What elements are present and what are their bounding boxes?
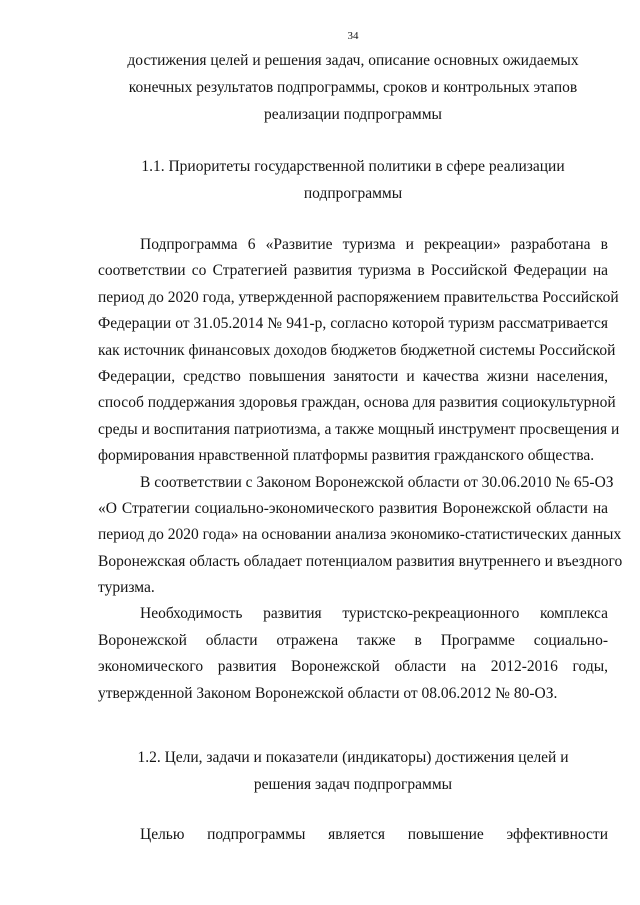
page-number: 34 (347, 30, 359, 42)
heading-line: решения задач подпрограммы (253, 776, 453, 793)
paragraph-line: туризма. (98, 579, 155, 597)
paragraph-line: экономического развития Воронежской области на 2012-2016 годы, (98, 658, 608, 676)
paragraph-line: утвержденной Законом Воронежской области от 08.06.2012 № 80-ОЗ. (98, 684, 558, 702)
paragraph-line: соответствии со Стратегией развития туризма в Российской Федерации на (98, 262, 608, 280)
heading-line: достижения целей и решения задач, описание основных ожидаемых (127, 52, 579, 69)
paragraph-line: период до 2020 года» на основании анализа экономико-статистических данных (98, 526, 622, 544)
heading-line: реализации подпрограммы (264, 106, 442, 123)
heading-line: 1.1. Приоритеты государственной политики в сфере реализации (141, 158, 565, 175)
paragraph-line: Федерации от 31.05.2014 № 941-р, согласно которой туризм рассматривается (98, 315, 608, 333)
paragraph-goal (98, 822, 608, 848)
paragraph-line: формирования нравственной платформы развития гражданского общества. (98, 447, 595, 465)
paragraph-line: среды и воспитания патриотизма, а также мощный инструмент просвещения и (98, 420, 620, 438)
paragraph-line: Необходимость развития туристско-рекреационного комплекса (140, 605, 608, 623)
paragraph-line: В соответствии с Законом Воронежской области от 30.06.2010 № 65-ОЗ (140, 473, 614, 491)
section-heading-intro (0, 47, 640, 128)
paragraph-line: Воронежской области отражена также в Программе социально- (98, 631, 608, 649)
paragraph-line: Федерации, средство повышения занятости и качества жизни населения, (98, 367, 608, 385)
section-heading-1-2 (0, 744, 640, 798)
heading-line: конечных результатов подпрограммы, сроков и контрольных этапов (128, 79, 578, 96)
paragraph-line: как источник финансовых доходов бюджетов бюджетной системы Российской (98, 341, 616, 359)
paragraph-line: Воронежская область обладает потенциалом развития внутреннего и въездного (98, 552, 623, 570)
paragraph-line: Подпрограмма 6 «Развитие туризма и рекреации» разработана в (140, 236, 608, 253)
paragraph-line: период до 2020 года, утвержденной распоряжением правительства Российской (98, 288, 619, 306)
section-heading-1-1 (0, 153, 640, 207)
heading-line: подпрограммы (303, 185, 403, 202)
paragraph-line: Целью подпрограммы является повышение эффективности (140, 826, 608, 843)
heading-line: 1.2. Цели, задачи и показатели (индикаторы) достижения целей и (137, 749, 569, 766)
paragraph-strategy (98, 232, 623, 707)
paragraph-line: «О Стратегии социально-экономического развития Воронежской области на (98, 499, 608, 517)
paragraph-line: способ поддержания здоровья граждан, основа для развития социокультурной (98, 394, 616, 412)
